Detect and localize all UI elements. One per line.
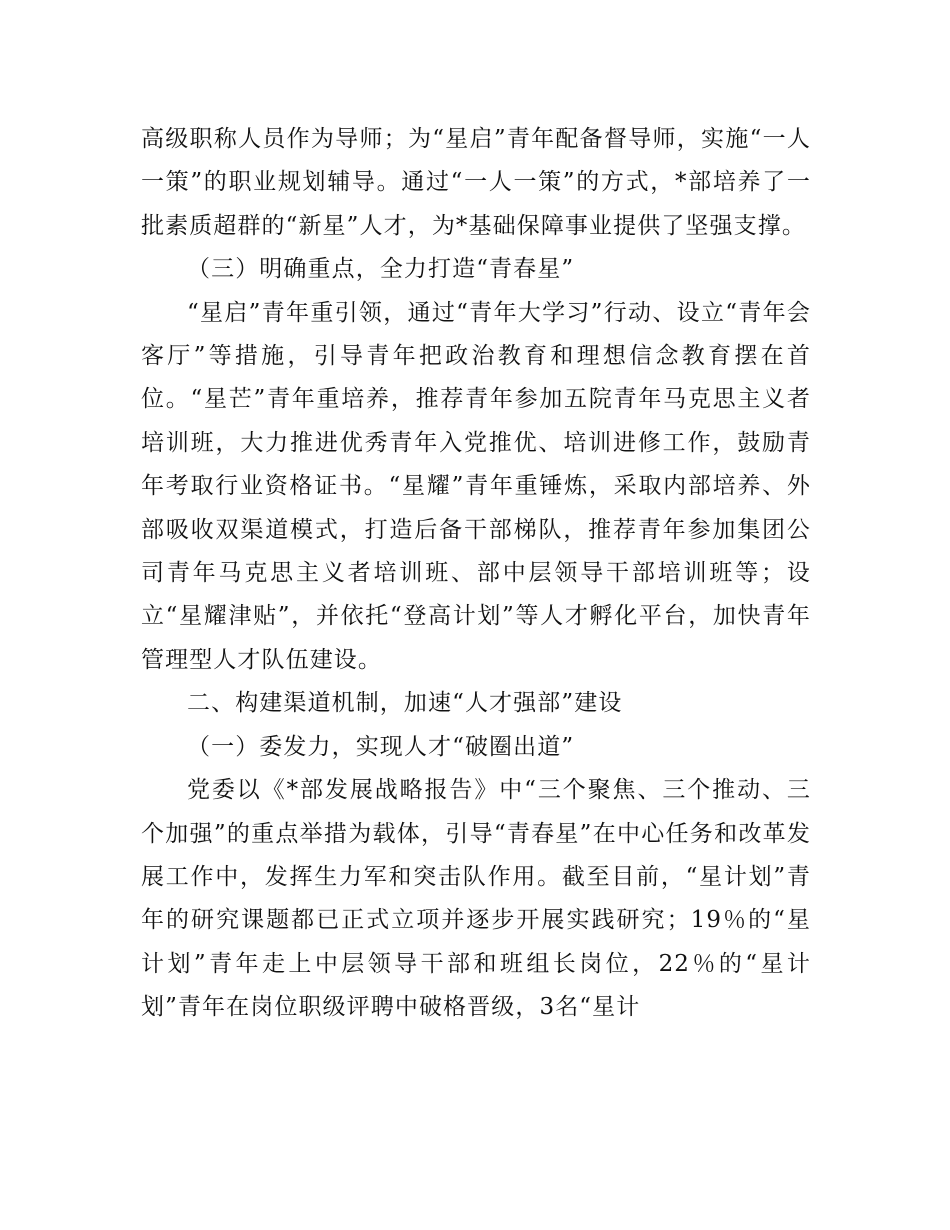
paragraph-continuation: 高级职称人员作为导师；为“星启”青年配备督导师，实施“一人一策”的职业规划辅导。通过“一人一策”的方式，*部培养了一批素质超群的“新星”人才，为*基础保障事业提供了坚强支撑。 — [141, 126, 811, 239]
paragraph-youth-star: “星启”青年重引领，通过“青年大学习”行动、设立“青年会客厅”等措施，引导青年把政治教育和理想信念教育摆在首位。“星芒”青年重培养，推荐青年参加五院青年马克思主义者培训班，大力推进优秀青年入党推优、培训进修工作，鼓励青年考取行业资格证书。“星耀”青年重锤炼，采取内部培养、外部吸收双渠道模式，打造后备干部梯队，推荐青年参加集团公司青年马克思主义者培训班、部中层领导干部培训班等；设立“星耀津贴”，并依托“登高计划”等人才孵化平台，加快青年管理型人才队伍建设。 — [141, 299, 811, 673]
section-heading-3: （三）明确重点，全力打造“青春星” — [187, 256, 575, 283]
document-page — [141, 118, 811, 1030]
chapter-heading-2: 二、构建渠道机制，加速“人才强部”建设 — [187, 690, 623, 717]
paragraph-party-committee: 党委以《*部发展战略报告》中“三个聚焦、三个推动、三个加强”的重点举措为载体，引导“青春星”在中心任务和改革发展工作中，发挥生力军和突击队作用。截至目前，“星计划”青年的研究课题都已正式立项并逐步开展实践研究；19％的“星计划”青年走上中层领导干部和班组长岗位，22％的“星计划”青年在岗位职级评聘中破格晋级，3名“星计 — [141, 777, 811, 1021]
section-heading-1: （一）委发力，实现人才“破圈出道” — [187, 733, 575, 760]
